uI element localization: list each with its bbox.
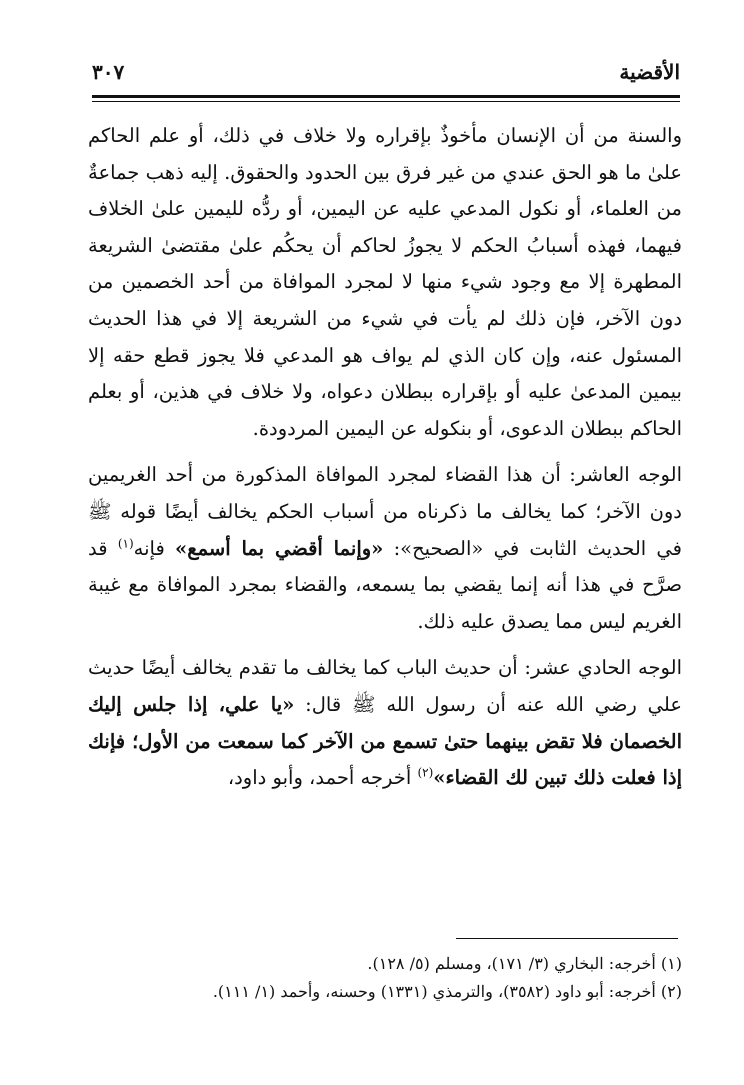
header-rule-thin <box>92 101 680 102</box>
page-header <box>92 60 680 90</box>
paragraph-2 <box>88 457 682 640</box>
hadith-quote-2: «يا علي، إذا جلس إليك الخصمان فلا تقض بينهما حتىٰ تسمع من الآخر كما سمعت من الأول؛ فإنك إذا فعلت ذلك تبين لك القضاء» <box>88 692 682 790</box>
paragraph-2-text-b: فإنه <box>133 536 176 560</box>
paragraph-2-text-c: قد صرَّح في هذا أنه إنما يقضي بما يسمعه، والقضاء بمجرد الموافاة مع غيبة الغريم ليس مما يصدق عليه ذلك. <box>88 536 682 633</box>
page-number: ٣٠٧ <box>92 60 125 84</box>
paragraph-1 <box>88 118 682 447</box>
footnotes <box>88 950 682 1006</box>
footnote-2: (٢) أخرجه: أبو داود (٣٥٨٢)، والترمذي (١٣٣١) وحسنه، وأحمد (١/ ١١١). <box>212 982 682 1001</box>
hadith-quote-1: «وإنما أقضي بما أسمع» <box>175 536 384 560</box>
paragraph-3 <box>88 650 682 796</box>
paragraph-2-text-a: الوجه العاشر: أن هذا القضاء لمجرد الموافاة المذكورة من أحد الغريمين دون الآخر؛ كما يخالف ما ذكرناه من أسباب الحكم يخالف أيضًا قوله ﷺ في الحديث الثابت في «الصحيح»: <box>88 463 682 560</box>
paragraph-3-text-c: أخرجه أحمد، وأبو داود، <box>227 766 418 790</box>
footnote-ref-2[interactable]: (٢) <box>417 765 434 780</box>
header-rule-thick <box>92 95 680 98</box>
footnote-rule <box>456 938 678 939</box>
running-title: الأقضية <box>619 60 680 84</box>
main-text <box>88 118 682 797</box>
paragraph-3-text-a: الوجه الحادي عشر: أن حديث الباب كما يخالف ما تقدم يخالف أيضًا حديث علي رضي الله عنه أن رسول الله ﷺ قال: <box>88 656 682 716</box>
paragraph-1-text: والسنة من أن الإنسان مأخوذٌ بإقراره ولا خلاف في ذلك، أو علم الحاكم علىٰ ما هو الحق عندي من غير فرق بين الحدود والحقوق. إليه ذهب جماعةٌ من العلماء، أو نكول المدعي عليه عن اليمين، أو ردُّه لليمين علىٰ الخلاف فيهما، فهذه أسبابُ الحكم لا يجوزُ لحاكم أن يحكُم علىٰ مقتضىٰ الشريعة المطهرة إلا مع وجود شيء منها لا لمجرد الموافاة من أحد الخصمين من دون الآخر، فإن ذلك لم يأت في شيء من الشريعة إلا في هذا الحديث المسئول عنه، وإن كان الذي لم يواف هو المدعي فلا يجوز قطع حقه إلا بيمين المدعىٰ عليه أو بإقراره ببطلان دعواه، ولا خلاف في هذين، أو بعلم الحاكم ببطلان الدعوى، أو بنكوله عن اليمين المردودة. <box>88 124 682 440</box>
footnote-ref-1[interactable]: (١) <box>117 536 134 551</box>
footnote-1: (١) أخرجه: البخاري (٣/ ١٧١)، ومسلم (٥/ ١٢٨). <box>367 954 682 973</box>
